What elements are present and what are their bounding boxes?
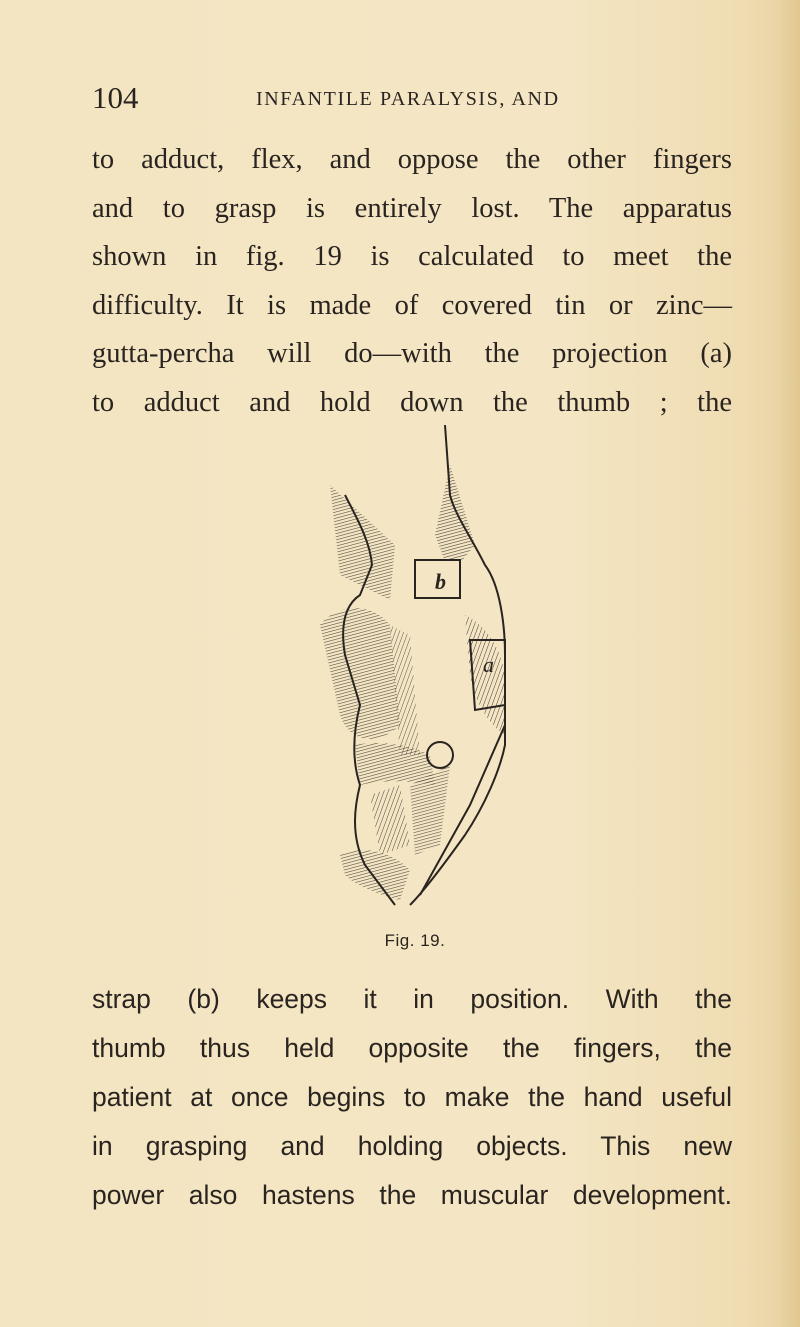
paragraph-top <box>92 136 732 427</box>
text-line: patient at once begins to make the hand useful <box>92 1082 732 1112</box>
page-number: 104 <box>92 80 139 115</box>
running-title: INFANTILE PARALYSIS, AND <box>256 88 560 110</box>
figure-label-b: b <box>435 569 446 594</box>
hand-splint-illustration <box>300 425 530 925</box>
text-line: to adduct and hold down the thumb ; the <box>92 386 732 418</box>
text-line: and to grasp is entirely lost. The apparatus <box>92 192 732 224</box>
text-line: gutta-percha will do—with the projection (a) <box>92 338 732 369</box>
text-line: power also hastens the muscular development. <box>92 1180 732 1210</box>
figure-19 <box>300 425 530 950</box>
figure-label-a: a <box>483 652 494 677</box>
text-line: strap (b) keeps it in position. With the <box>92 984 732 1014</box>
figure-caption: Fig. 19. <box>384 931 446 950</box>
running-head <box>92 80 732 116</box>
text-line: difficulty. It is made of covered tin or zinc— <box>92 289 732 321</box>
page-edge-shadow <box>778 0 800 1327</box>
text-line: shown in fig. 19 is calculated to meet the <box>92 241 732 272</box>
text-line: to adduct, flex, and oppose the other fingers <box>92 144 732 175</box>
paragraph-bottom <box>92 975 732 1220</box>
text-line: thumb thus held opposite the fingers, the <box>92 1033 732 1063</box>
text-line: in grasping and holding objects. This new <box>92 1131 732 1161</box>
